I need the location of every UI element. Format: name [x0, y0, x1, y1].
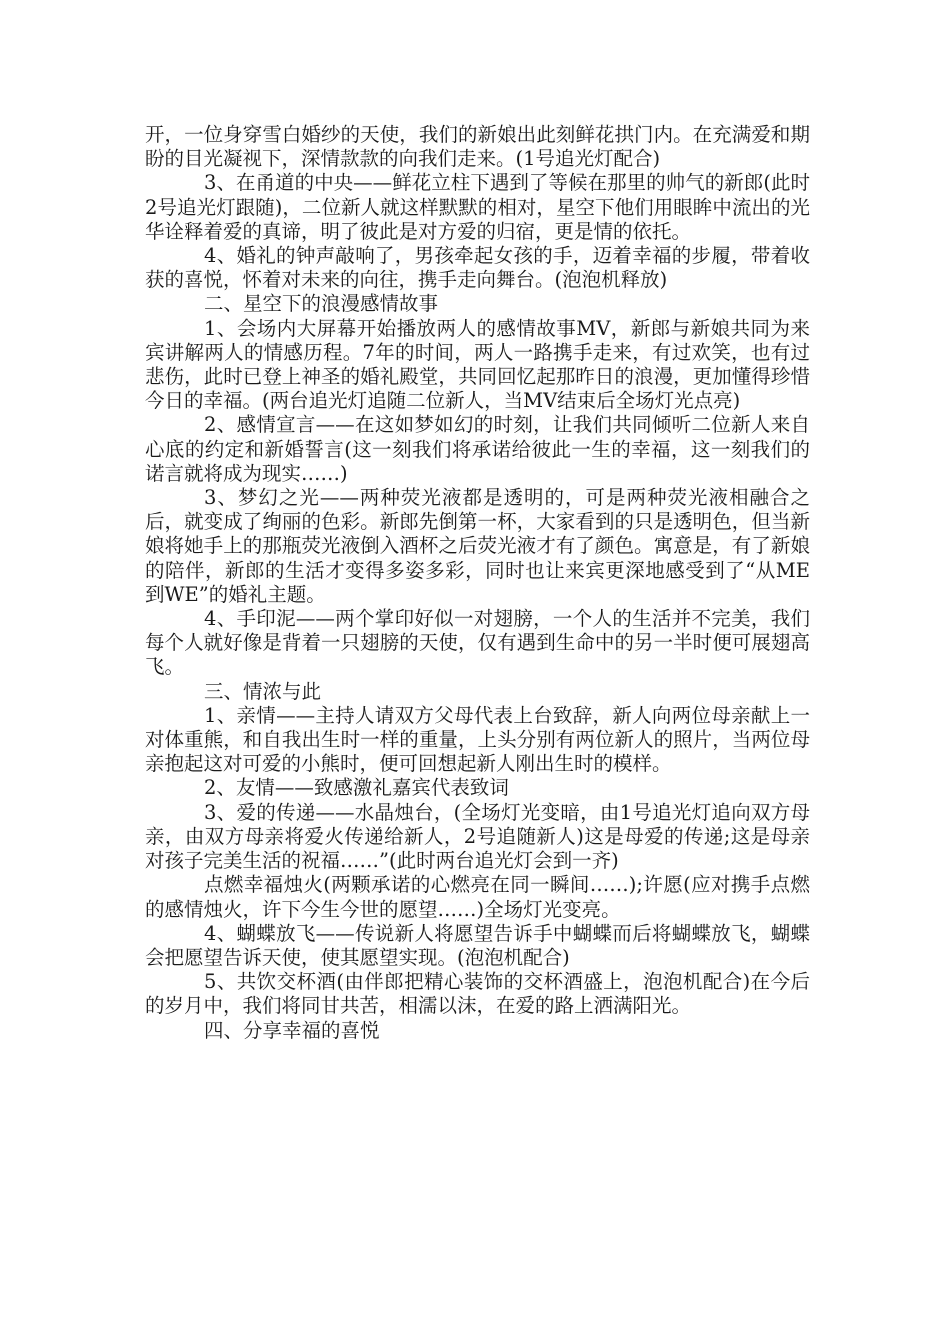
paragraph: 3、梦幻之光——两种荧光液都是透明的，可是两种荧光液相融合之后，就变成了绚丽的色彩。新郎先倒第一杯，大家看到的只是透明色，但当新娘将她手上的那瓶荧光液倒入酒杯之后荧光液才有了颜色。寓意是，有了新娘的陪伴，新郎的生活才变得多姿多彩，同时也让来宾更深地感受到了“从ME到WE”的婚礼主题。: [145, 486, 810, 606]
paragraph: 1、会场内大屏幕开始播放两人的感情故事MV，新郎与新娘共同为来宾讲解两人的情感历程。7年的时间，两人一路携手走来，有过欢笑，也有过悲伤，此时已登上神圣的婚礼殿堂，共同回忆起那昨日的浪漫，更加懂得珍惜今日的幸福。(两台追光灯追随二位新人，当MV结束后全场灯光点亮): [145, 316, 810, 413]
document-body: [145, 123, 810, 1043]
section-heading: 三、情浓与此: [204, 679, 322, 703]
paragraph: 5、共饮交杯酒(由伴郎把精心装饰的交杯酒盛上，泡泡机配合)在今后的岁月中，我们将同甘共苦，相濡以沫，在爱的路上洒满阳光。: [145, 970, 810, 1018]
paragraph: 开，一位身穿雪白婚纱的天使，我们的新娘出此刻鲜花拱门内。在充满爱和期盼的目光凝视下，深情款款的向我们走来。(1号追光灯配合): [145, 123, 810, 171]
paragraph: 4、蝴蝶放飞——传说新人将愿望告诉手中蝴蝶而后将蝴蝶放飞，蝴蝶会把愿望告诉天使，使其愿望实现。(泡泡机配合): [145, 921, 810, 969]
paragraph: 2、感情宣言——在这如梦如幻的时刻，让我们共同倾听二位新人来自心底的约定和新婚誓言(这一刻我们将承诺给彼此一生的幸福，这一刻我们的诺言就将成为现实……): [145, 413, 810, 485]
paragraph: 2、友情——致感激礼嘉宾代表致词: [204, 776, 509, 800]
paragraph: 点燃幸福烛火(两颗承诺的心燃亮在同一瞬间……);许愿(应对携手点燃的感情烛火，许下今生今世的愿望……)全场灯光变亮。: [145, 873, 810, 921]
section-heading: 二、星空下的浪漫感情故事: [204, 292, 439, 316]
paragraph: 4、婚礼的钟声敲响了，男孩牵起女孩的手，迈着幸福的步履，带着收获的喜悦，怀着对未来的向往，携手走向舞台。(泡泡机释放): [145, 244, 810, 292]
paragraph: 3、爱的传递——水晶烛台，(全场灯光变暗，由1号追光灯追向双方母亲，由双方母亲将爱火传递给新人，2号追随新人)这是母爱的传递;这是母亲对孩子完美生活的祝福……”(此时两台追光灯会到一齐): [145, 800, 810, 873]
paragraph: 3、在甬道的中央——鲜花立柱下遇到了等候在那里的帅气的新郎(此时2号追光灯跟随)，二位新人就这样默默的相对，星空下他们用眼眸中流出的光华诠释着爱的真谛，明了彼此是对方爱的归宿，更是情的依托。: [145, 171, 810, 243]
paragraph: 4、手印泥——两个掌印好似一对翅膀，一个人的生活并不完美，我们每个人就好像是背着一只翅膀的天使，仅有遇到生命中的另一半时便可展翅高飞。: [145, 607, 810, 679]
paragraph: 1、亲情——主持人请双方父母代表上台致辞，新人向两位母亲献上一对体重熊，和自我出生时一样的重量，上头分别有两位新人的照片，当两位母亲抱起这对可爱的小熊时，便可回想起新人刚出生时的模样。: [145, 703, 810, 776]
section-heading: 四、分享幸福的喜悦: [204, 1018, 380, 1042]
